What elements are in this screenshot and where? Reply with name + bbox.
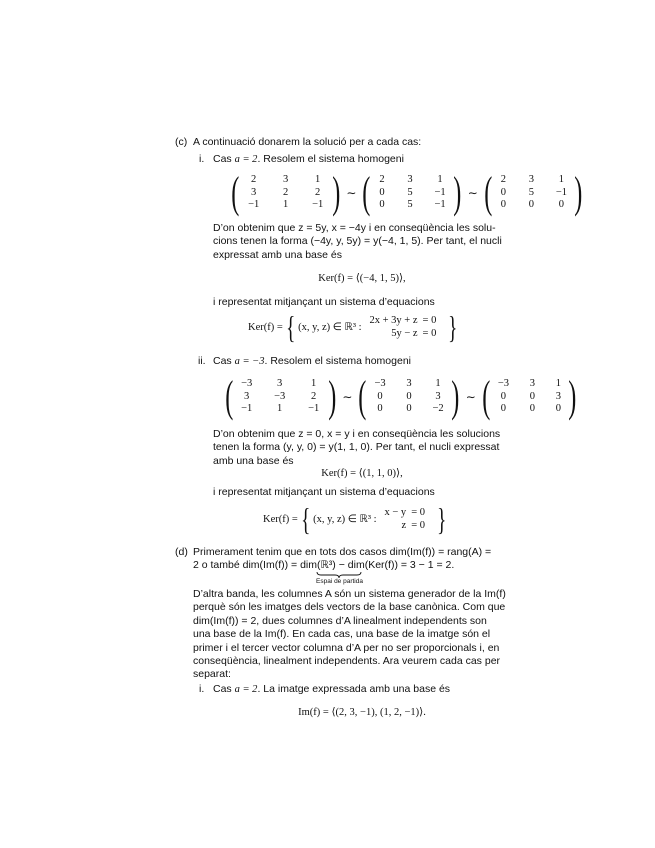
text-line: expressat amb una base és (213, 248, 342, 261)
equivalence-symbol: ∼ (467, 185, 478, 200)
matrix-entry: 0 (500, 199, 507, 211)
matrix-entry: 0 (406, 390, 412, 402)
matrix-entry: 3 (555, 390, 562, 402)
matrix-entry: 3 (406, 378, 412, 390)
system-intro-c-ii: i representat mitjançant un sistema d’equacions (213, 486, 435, 498)
matrix-entry: 5 (528, 186, 535, 198)
text-line: amb una base és (213, 454, 294, 467)
item-label-c-i: i. (199, 153, 205, 165)
matrix-entry: 3 (251, 186, 257, 198)
equation-system (385, 506, 430, 532)
case-heading-post: . Resolem el sistema homogeni (264, 355, 411, 367)
equation-rhs: = 0 (411, 507, 425, 518)
case-heading-math: a = 2 (234, 154, 258, 165)
matrix-entry: 0 (528, 199, 535, 211)
matrix-entry: 1 (437, 174, 443, 186)
matrix-entry: 0 (377, 390, 383, 402)
text-line: separat: (193, 668, 231, 681)
right-paren: ) (568, 372, 577, 421)
matrix-entry: 3 (407, 174, 413, 186)
matrix-entry: 0 (500, 403, 507, 415)
matrix-entry: 1 (315, 174, 321, 186)
left-paren: ( (484, 168, 493, 217)
left-paren: ( (482, 372, 491, 421)
matrix-c-ii-2 (370, 378, 448, 416)
right-brace: } (437, 501, 447, 537)
matrix-c-ii-1 (237, 378, 325, 416)
text-line: perquè són les imatges dels vectors de la base canònica. Com que (193, 601, 506, 614)
item-label-c-ii: ii. (198, 355, 206, 367)
matrix-entry: 1 (558, 174, 565, 186)
equation-lhs: x − y (384, 507, 407, 518)
underbraced-term (300, 559, 336, 571)
left-paren: ( (231, 168, 240, 217)
image-basis-d-i: Im(f) = ⟨(2, 3, −1), (1, 2, −1)⟩. (298, 707, 426, 718)
section-d-line2 (193, 559, 454, 571)
underbraced-text: dim(ℝ³) (300, 559, 336, 571)
equation-lhs: z (401, 520, 407, 531)
case-heading-post: . La imatge expressada amb una base és (257, 683, 451, 695)
matrix-entry: 2 (251, 174, 257, 186)
matrix-entry: 0 (406, 403, 412, 415)
paragraph-c-i (213, 222, 511, 262)
matrix-entry: −3 (497, 378, 509, 390)
matrix-entry: 2 (379, 174, 385, 186)
text-line: una base de la Im(f). En cada cas, una base de la imatge són el (193, 628, 491, 641)
text-line: D’altra banda, les columnes A són un sistema generador de la Im(f) (193, 588, 506, 600)
equation-system (370, 314, 442, 340)
matrix-entry: 3 (244, 390, 250, 402)
matrix-entry: 5 (407, 199, 413, 211)
text-segment: 2 o també dim(Im(f)) = (193, 559, 301, 571)
paragraph-c-ii (213, 428, 511, 468)
matrix-entry: 5 (407, 186, 413, 198)
brace-label: Espai de partida (316, 578, 363, 585)
matrix-entry: 0 (529, 403, 536, 415)
case-heading-math: a = −3 (234, 356, 265, 367)
equivalence-symbol: ∼ (346, 185, 357, 200)
right-paren: ) (451, 372, 460, 421)
section-d-line1: Primerament tenim que en tots dos casos dim(Im(f)) = rang(A) = (193, 546, 492, 558)
system-intro-c-i: i representat mitjançant un sistema d’equacions (213, 296, 435, 308)
matrix-entry: 1 (435, 378, 441, 390)
matrix-entry: 3 (529, 378, 536, 390)
matrix-entry: 0 (377, 403, 383, 415)
left-paren: ( (362, 168, 371, 217)
matrix-entry: 0 (500, 186, 507, 198)
matrix-entry: 3 (528, 174, 535, 186)
text-line: primer i el tercer vector columna d’A per no ser proporcionals i, en (193, 641, 500, 654)
matrix-c-ii-3 (493, 378, 565, 416)
matrix-c-i-1 (243, 174, 329, 212)
text-line: D’on obtenim que z = 0, x = y i en conseqüència les solucions (213, 428, 501, 440)
left-brace: { (300, 501, 311, 537)
matrix-entry: 2 (283, 186, 289, 198)
matrix-entry: 3 (283, 174, 289, 186)
matrix-entry: 0 (500, 390, 507, 402)
item-label-c: (c) (175, 136, 188, 148)
matrix-entry: 3 (435, 390, 441, 402)
text-line: tenen la forma (y, y, 0) = y(1, 1, 0). Per tant, el nucli expressat (213, 441, 500, 454)
kernel-system-c-ii (263, 501, 449, 537)
equivalence-symbol: ∼ (342, 389, 353, 404)
matrix-entry: 0 (558, 199, 565, 211)
left-brace: { (285, 309, 296, 345)
equation-lhs: 5y − z (391, 328, 418, 339)
right-paren: ) (327, 372, 337, 421)
right-paren: ) (453, 168, 462, 217)
kernel-lhs: Ker(f) = (248, 321, 283, 333)
equivalence-symbol: ∼ (465, 389, 476, 404)
matrix-entry: 0 (379, 186, 385, 198)
equation-lhs: 2x + 3y + z (369, 315, 418, 326)
case-heading-c-ii (213, 355, 411, 367)
matrix-c-i-2 (374, 174, 450, 212)
kernel-lhs: Ker(f) = (263, 513, 298, 525)
case-heading-pre: Cas (213, 355, 235, 367)
matrix-entry: −3 (274, 390, 286, 402)
kernel-basis-c-i: Ker(f) = ⟨(−4, 1, 5)⟩, (318, 273, 406, 284)
kernel-system-c-i (248, 309, 461, 345)
text-line: cions tenen la forma (−4y, y, 5y) = y(−4, 1, 5). Per tant, el nucli (213, 235, 502, 248)
matrix-entry: 0 (529, 390, 536, 402)
right-paren: ) (331, 168, 341, 217)
matrix-entry: −1 (308, 403, 320, 415)
set-builder: (x, y, z) ∈ ℝ³ : (313, 514, 377, 525)
case-heading-pre: Cas (213, 683, 235, 695)
matrix-entry: −2 (432, 403, 444, 415)
matrix-entry: −3 (241, 378, 253, 390)
matrix-entry: 1 (283, 199, 289, 211)
left-paren: ( (358, 372, 367, 421)
equation-rhs: = 0 (422, 328, 437, 339)
matrix-entry: 0 (555, 403, 562, 415)
case-heading-d-i (213, 683, 450, 695)
matrix-entry: 1 (277, 403, 283, 415)
matrix-chain-c-i (228, 168, 586, 218)
case-heading-c-i (213, 153, 404, 165)
right-paren: ) (574, 168, 583, 217)
item-label-d: (d) (175, 546, 188, 558)
case-heading-math: a = 2 (234, 684, 258, 695)
case-heading-pre: Cas (213, 153, 235, 165)
matrix-chain-c-ii (222, 372, 580, 422)
paragraph-d (193, 588, 511, 682)
matrix-entry: 1 (311, 378, 317, 390)
kernel-basis-c-ii: Ker(f) = ⟨(1, 1, 0)⟩, (321, 468, 403, 479)
matrix-entry: −1 (241, 403, 253, 415)
case-heading-post: . Resolem el sistema homogeni (257, 153, 404, 165)
matrix-entry: 2 (315, 186, 321, 198)
equation-rhs: = 0 (411, 520, 425, 531)
item-label-d-i: i. (199, 683, 205, 695)
matrix-entry: −1 (555, 186, 567, 198)
matrix-entry: −1 (434, 199, 446, 211)
left-paren: ( (225, 372, 234, 421)
matrix-entry: −1 (434, 186, 446, 198)
set-builder: (x, y, z) ∈ ℝ³ : (298, 322, 362, 333)
text-line: D’on obtenim que z = 5y, x = −4y i en conseqüència les solu- (213, 222, 496, 234)
text-line: dim(Im(f)) = 2, dues columnes d’A linealment independents son (193, 614, 487, 627)
matrix-entry: 1 (555, 378, 562, 390)
equation-rhs: = 0 (422, 315, 437, 326)
matrix-entry: 2 (311, 390, 317, 402)
text-segment: − dim(Ker(f)) = 3 − 1 = 2. (335, 559, 455, 571)
matrix-entry: 3 (277, 378, 283, 390)
matrix-entry: −3 (374, 378, 386, 390)
matrix-entry: −1 (312, 199, 324, 211)
section-c-intro: A continuació donarem la solució per a cada cas: (193, 136, 422, 148)
right-brace: } (448, 309, 458, 345)
matrix-c-i-3 (495, 174, 571, 212)
matrix-entry: 0 (379, 199, 385, 211)
text-line: conseqüència, linealment independents. Ara veurem cada cas per (193, 655, 501, 668)
matrix-entry: 2 (500, 174, 507, 186)
matrix-entry: −1 (248, 199, 260, 211)
